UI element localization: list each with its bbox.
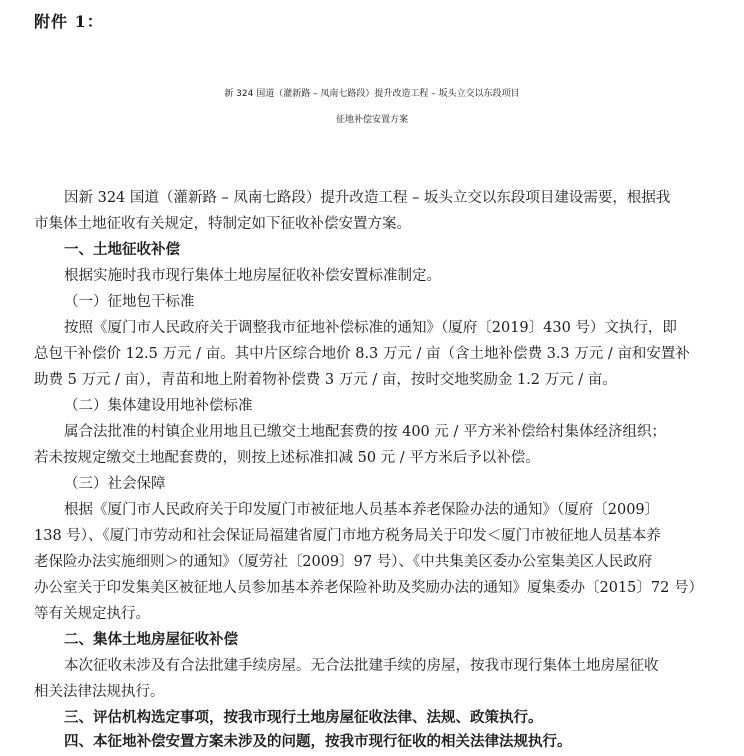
- body-line: 按照《厦门市人民政府关于调整我市征地补偿标准的通知》（厦府〔2019〕430 号）文执行，即: [64, 320, 677, 336]
- subsection-heading: （三）社会保障: [64, 476, 166, 492]
- document-title-line-2: 征地补偿安置方案: [335, 115, 408, 125]
- section-heading: 四、本征地补偿安置方案未涉及的问题，按我市现行征收的相关法律法规执行。: [64, 733, 572, 750]
- subsection-heading: （二）集体建设用地补偿标准: [64, 398, 253, 414]
- section-heading: 一、土地征收补偿: [64, 241, 180, 258]
- body-line: 本次征收未涉及有合法批建手续房屋。无合法批建手续的房屋，按我市现行集体土地房屋征收: [64, 658, 659, 674]
- body-line: 相关法律法规执行。: [34, 684, 165, 700]
- body-line: 总包干补偿价 12.5 万元 / 亩。其中片区综合地价 8.3 万元 / 亩（含土地补偿费 3.3 万元 / 亩和安置补: [34, 346, 690, 362]
- body-line: 根据《厦门市人民政府关于印发厦门市被征地人员基本养老保险办法的通知》（厦府〔2009〕: [64, 502, 660, 518]
- section-heading: 二、集体土地房屋征收补偿: [64, 631, 238, 648]
- body-line: 若未按规定缴交土地配套费的，则按上述标准扣减 50 元 / 平方米后予以补偿。: [34, 450, 540, 466]
- body-line: 市集体土地征收有关规定，特制定如下征收补偿安置方案。: [34, 216, 411, 232]
- subsection-heading: （一）征地包干标准: [64, 294, 195, 310]
- body-line: 助费 5 万元 / 亩），青苗和地上附着物补偿费 3 万元 / 亩，按时交地奖励金 1.2 万元 / 亩。: [34, 372, 617, 388]
- body-line: 老保险办法实施细则＞的通知》（厦劳社〔2009〕97 号）、《中共集美区委办公室集美区人民政府: [34, 554, 653, 570]
- body-line: 根据实施时我市现行集体土地房屋征收补偿安置标准制定。: [64, 268, 441, 284]
- body-line: 等有关规定执行。: [34, 606, 150, 622]
- body-line: 138 号）、《厦门市劳动和社会保证局福建省厦门市地方税务局关于印发＜厦门市被征地人员基本养: [34, 528, 661, 544]
- body-line: 办公室关于印发集美区被征地人员参加基本养老保险补助及奖励办法的通知》厦集委办〔2015〕72 号）: [34, 580, 703, 596]
- section-heading: 三、评估机构选定事项，按我市现行土地房屋征收法律、法规、政策执行。: [64, 709, 543, 726]
- document-title-line-1: 新 324 国道（灌新路 – 凤南七路段）提升改造工程 – 坂头立交以东段项目: [224, 89, 520, 99]
- body-line: 因新 324 国道（灌新路 – 凤南七路段）提升改造工程 – 坂头立交以东段项目建设需要，根据我: [64, 190, 671, 206]
- attachment-label: 附件 1：: [34, 12, 104, 31]
- body-line: 属合法批准的村镇企业用地且已缴交土地配套费的按 400 元 / 平方米补偿给村集体经济组织；: [64, 424, 666, 440]
